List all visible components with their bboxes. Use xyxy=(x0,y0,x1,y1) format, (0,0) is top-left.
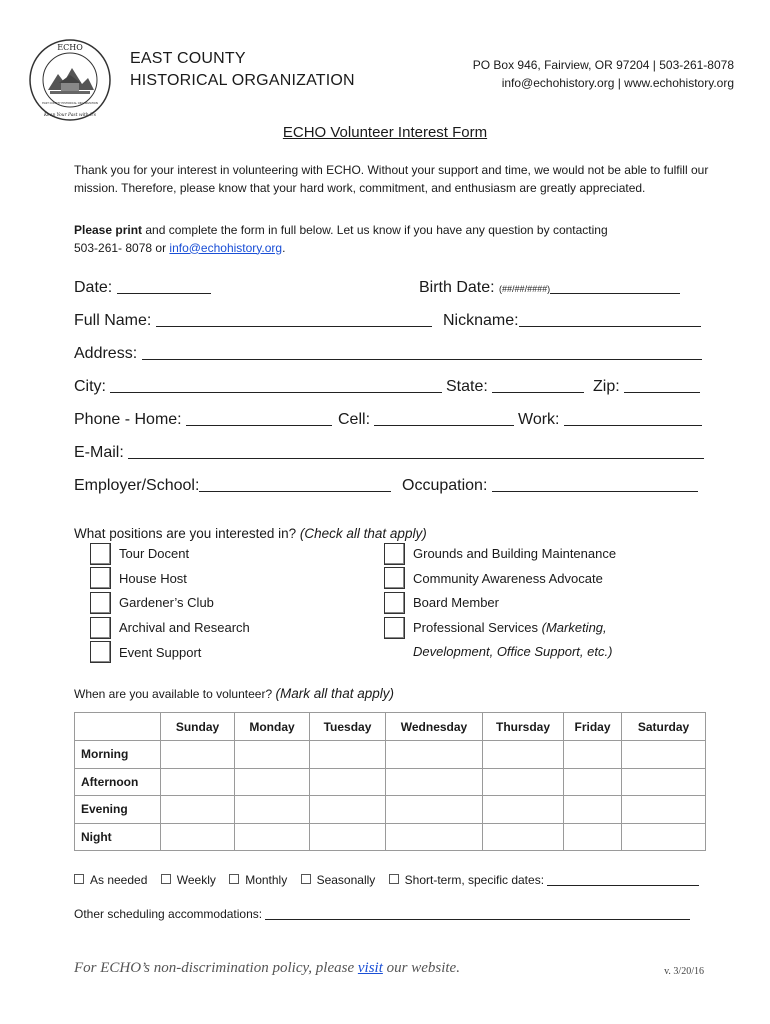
availability-question-hint: (Mark all that apply) xyxy=(275,686,395,701)
employer-label: Employer/School: xyxy=(74,477,200,494)
footer-note xyxy=(74,960,460,977)
date-label: Date: xyxy=(74,279,113,296)
availability-cell[interactable] xyxy=(161,823,235,851)
time-label: Afternoon xyxy=(75,768,161,796)
availability-cell[interactable] xyxy=(386,741,483,769)
short-term-label: Short-term, specific dates: xyxy=(404,873,545,887)
short-term-dates-line[interactable] xyxy=(547,873,699,886)
checkbox-tour-docent[interactable] xyxy=(90,543,111,565)
availability-cell[interactable] xyxy=(622,796,706,824)
availability-cell[interactable] xyxy=(161,741,235,769)
availability-cell[interactable] xyxy=(235,768,310,796)
availability-cell[interactable] xyxy=(483,823,564,851)
availability-cell[interactable] xyxy=(564,768,622,796)
availability-cell[interactable] xyxy=(622,741,706,769)
weekly-checkbox[interactable] xyxy=(161,874,171,884)
monthly-label: Monthly xyxy=(245,873,288,887)
nickname-line[interactable] xyxy=(519,311,701,327)
availability-cell[interactable] xyxy=(564,823,622,851)
instructions-paragraph xyxy=(74,222,714,257)
time-label: Morning xyxy=(75,741,161,769)
option-grounds-maintenance: Grounds and Building Maintenance xyxy=(413,546,617,561)
nickname-label: Nickname: xyxy=(443,312,519,329)
availability-cell[interactable] xyxy=(483,741,564,769)
email-label: E-Mail: xyxy=(74,444,124,461)
positions-question-hint: (Check all that apply) xyxy=(299,526,427,541)
day-header: Saturday xyxy=(622,713,706,741)
address-field[interactable] xyxy=(74,344,702,363)
nickname-field[interactable] xyxy=(443,311,701,330)
contact-web: info@echohistory.org | www.echohistory.org xyxy=(501,76,734,90)
availability-cell[interactable] xyxy=(235,741,310,769)
footer-note-text: For ECHO’s non-discrimination policy, please xyxy=(74,960,358,976)
phone-home-label: Phone - Home: xyxy=(74,411,182,428)
availability-cell[interactable] xyxy=(483,796,564,824)
employer-field[interactable] xyxy=(74,476,391,495)
email-field[interactable] xyxy=(74,443,704,462)
professional-services-label: Professional Services xyxy=(413,620,538,635)
state-label: State: xyxy=(446,378,488,395)
birth-date-format: (##/##/####) xyxy=(499,284,551,294)
table-row xyxy=(75,741,706,769)
checkbox-house-host[interactable] xyxy=(90,567,111,589)
positions-question-text: What positions are you interested in? xyxy=(74,526,297,541)
availability-cell[interactable] xyxy=(310,823,386,851)
work-field[interactable] xyxy=(518,410,702,429)
availability-table xyxy=(74,712,706,851)
option-community-awareness: Community Awareness Advocate xyxy=(413,571,603,586)
svg-text:Keep Your Past with Us: Keep Your Past with Us xyxy=(44,113,96,118)
version-label: v. 3/20/16 xyxy=(664,966,704,977)
time-label: Evening xyxy=(75,796,161,824)
occupation-label: Occupation: xyxy=(402,477,488,494)
other-accommodations-line[interactable] xyxy=(265,907,690,920)
email-line[interactable] xyxy=(128,443,704,459)
option-board-member: Board Member xyxy=(413,595,499,610)
zip-field[interactable] xyxy=(593,377,700,396)
birth-date-field[interactable] xyxy=(419,278,680,297)
city-label: City: xyxy=(74,378,106,395)
birth-date-label: Birth Date: xyxy=(419,279,495,296)
work-line[interactable] xyxy=(564,410,702,426)
org-name-line2: HISTORICAL ORGANIZATION xyxy=(130,72,355,89)
availability-cell[interactable] xyxy=(386,823,483,851)
option-archival-research: Archival and Research xyxy=(119,620,250,635)
other-accommodations-label: Other scheduling accommodations: xyxy=(74,907,263,921)
availability-question xyxy=(74,686,394,701)
weekly-label: Weekly xyxy=(176,873,216,887)
table-row xyxy=(75,796,706,824)
instructions-phone: 503-261- 8078 or xyxy=(74,240,170,255)
availability-cell[interactable] xyxy=(386,768,483,796)
day-header: Thursday xyxy=(483,713,564,741)
work-label: Work: xyxy=(518,411,560,428)
checkbox-event-support[interactable] xyxy=(90,641,111,663)
zip-label: Zip: xyxy=(593,378,620,395)
city-line[interactable] xyxy=(110,377,442,393)
employer-line[interactable] xyxy=(199,476,391,492)
availability-question-text: When are you available to volunteer? xyxy=(74,687,273,701)
table-header-row xyxy=(75,713,706,741)
availability-cell[interactable] xyxy=(622,768,706,796)
state-line[interactable] xyxy=(492,377,584,393)
org-name-line1: EAST COUNTY xyxy=(130,50,246,67)
footer-note-end: our website. xyxy=(382,960,460,976)
instructions-end: . xyxy=(282,240,286,255)
occupation-line[interactable] xyxy=(492,476,698,492)
echo-logo xyxy=(28,38,112,122)
option-professional-services xyxy=(413,620,607,635)
availability-cell[interactable] xyxy=(310,796,386,824)
availability-cell[interactable] xyxy=(310,741,386,769)
availability-cell[interactable] xyxy=(161,796,235,824)
frequency-seasonally[interactable] xyxy=(301,873,376,887)
day-header: Sunday xyxy=(161,713,235,741)
full-name-line[interactable] xyxy=(156,311,432,327)
date-field[interactable] xyxy=(74,278,211,297)
checkbox-archival-research[interactable] xyxy=(90,617,111,639)
availability-cell[interactable] xyxy=(235,796,310,824)
state-field[interactable] xyxy=(446,377,584,396)
frequency-monthly[interactable] xyxy=(229,873,287,887)
day-header: Wednesday xyxy=(386,713,483,741)
availability-cell[interactable] xyxy=(483,768,564,796)
cell-line[interactable] xyxy=(374,410,514,426)
day-header: Tuesday xyxy=(310,713,386,741)
availability-cell[interactable] xyxy=(564,741,622,769)
intro-paragraph: Thank you for your interest in volunteering with ECHO. Without your support and time, we would not be able to fulfill our mission. Therefore, please know that your hard work, commitment, and enthusiasm are greatly appreciated. xyxy=(74,163,709,195)
zip-line[interactable] xyxy=(624,377,700,393)
short-term-checkbox[interactable] xyxy=(389,874,399,884)
as-needed-label: As needed xyxy=(90,873,148,887)
instructions-text: and complete the form in full below. Let us know if you have any question by contacting xyxy=(142,223,608,237)
frequency-weekly[interactable] xyxy=(161,873,216,887)
professional-services-hint2 xyxy=(413,644,612,659)
professional-services-hint1: (Marketing, xyxy=(541,620,607,635)
checkbox-grounds-maintenance[interactable] xyxy=(384,543,405,565)
option-event-support: Event Support xyxy=(119,645,202,660)
visit-link[interactable]: visit xyxy=(357,960,383,976)
svg-text:ECHO: ECHO xyxy=(57,43,83,52)
availability-cell[interactable] xyxy=(386,796,483,824)
monthly-checkbox[interactable] xyxy=(229,874,239,884)
full-name-field[interactable] xyxy=(74,311,432,330)
phone-home-field[interactable] xyxy=(74,410,332,429)
city-field[interactable] xyxy=(74,377,442,396)
option-tour-docent: Tour Docent xyxy=(119,546,190,561)
address-label: Address: xyxy=(74,345,138,362)
contact-address: PO Box 946, Fairview, OR 97204 | 503-261-8078 xyxy=(472,58,734,72)
address-line[interactable] xyxy=(142,344,702,360)
option-gardeners-club: Gardener’s Club xyxy=(119,595,214,610)
option-house-host: House Host xyxy=(119,571,187,586)
frequency-short-term[interactable] xyxy=(389,873,700,887)
frequency-options xyxy=(74,873,699,887)
availability-cell[interactable] xyxy=(564,796,622,824)
cell-label: Cell: xyxy=(338,411,371,428)
day-header: Monday xyxy=(235,713,310,741)
cell-field[interactable] xyxy=(338,410,514,429)
email-link[interactable]: info@echohistory.org xyxy=(169,240,283,255)
occupation-field[interactable] xyxy=(402,476,698,495)
availability-cell[interactable] xyxy=(235,823,310,851)
form-title: ECHO Volunteer Interest Form xyxy=(282,124,488,141)
availability-cell[interactable] xyxy=(161,768,235,796)
positions-question xyxy=(74,526,427,541)
checkbox-professional-services[interactable] xyxy=(384,617,405,639)
other-accommodations-field[interactable] xyxy=(74,907,690,921)
as-needed-checkbox[interactable] xyxy=(74,874,84,884)
checkbox-gardeners-club[interactable] xyxy=(90,592,111,614)
date-line[interactable] xyxy=(117,278,211,294)
checkbox-community-awareness[interactable] xyxy=(384,567,405,589)
please-print: Please print xyxy=(74,223,143,237)
seasonally-checkbox[interactable] xyxy=(301,874,311,884)
full-name-label: Full Name: xyxy=(74,312,152,329)
day-header: Friday xyxy=(564,713,622,741)
svg-text:EAST COUNTY HISTORICAL ORGANIZ: EAST COUNTY HISTORICAL ORGANIZATION xyxy=(42,102,98,105)
availability-cell[interactable] xyxy=(310,768,386,796)
time-label: Night xyxy=(75,823,161,851)
table-row xyxy=(75,768,706,796)
table-corner xyxy=(75,713,161,741)
professional-services-hint2-text: Development, Office Support, etc.) xyxy=(413,644,613,659)
availability-cell[interactable] xyxy=(622,823,706,851)
birth-date-line[interactable] xyxy=(550,278,680,294)
frequency-as-needed[interactable] xyxy=(74,873,147,887)
phone-home-line[interactable] xyxy=(186,410,332,426)
seasonally-label: Seasonally xyxy=(316,873,376,887)
checkbox-board-member[interactable] xyxy=(384,592,405,614)
table-row xyxy=(75,823,706,851)
